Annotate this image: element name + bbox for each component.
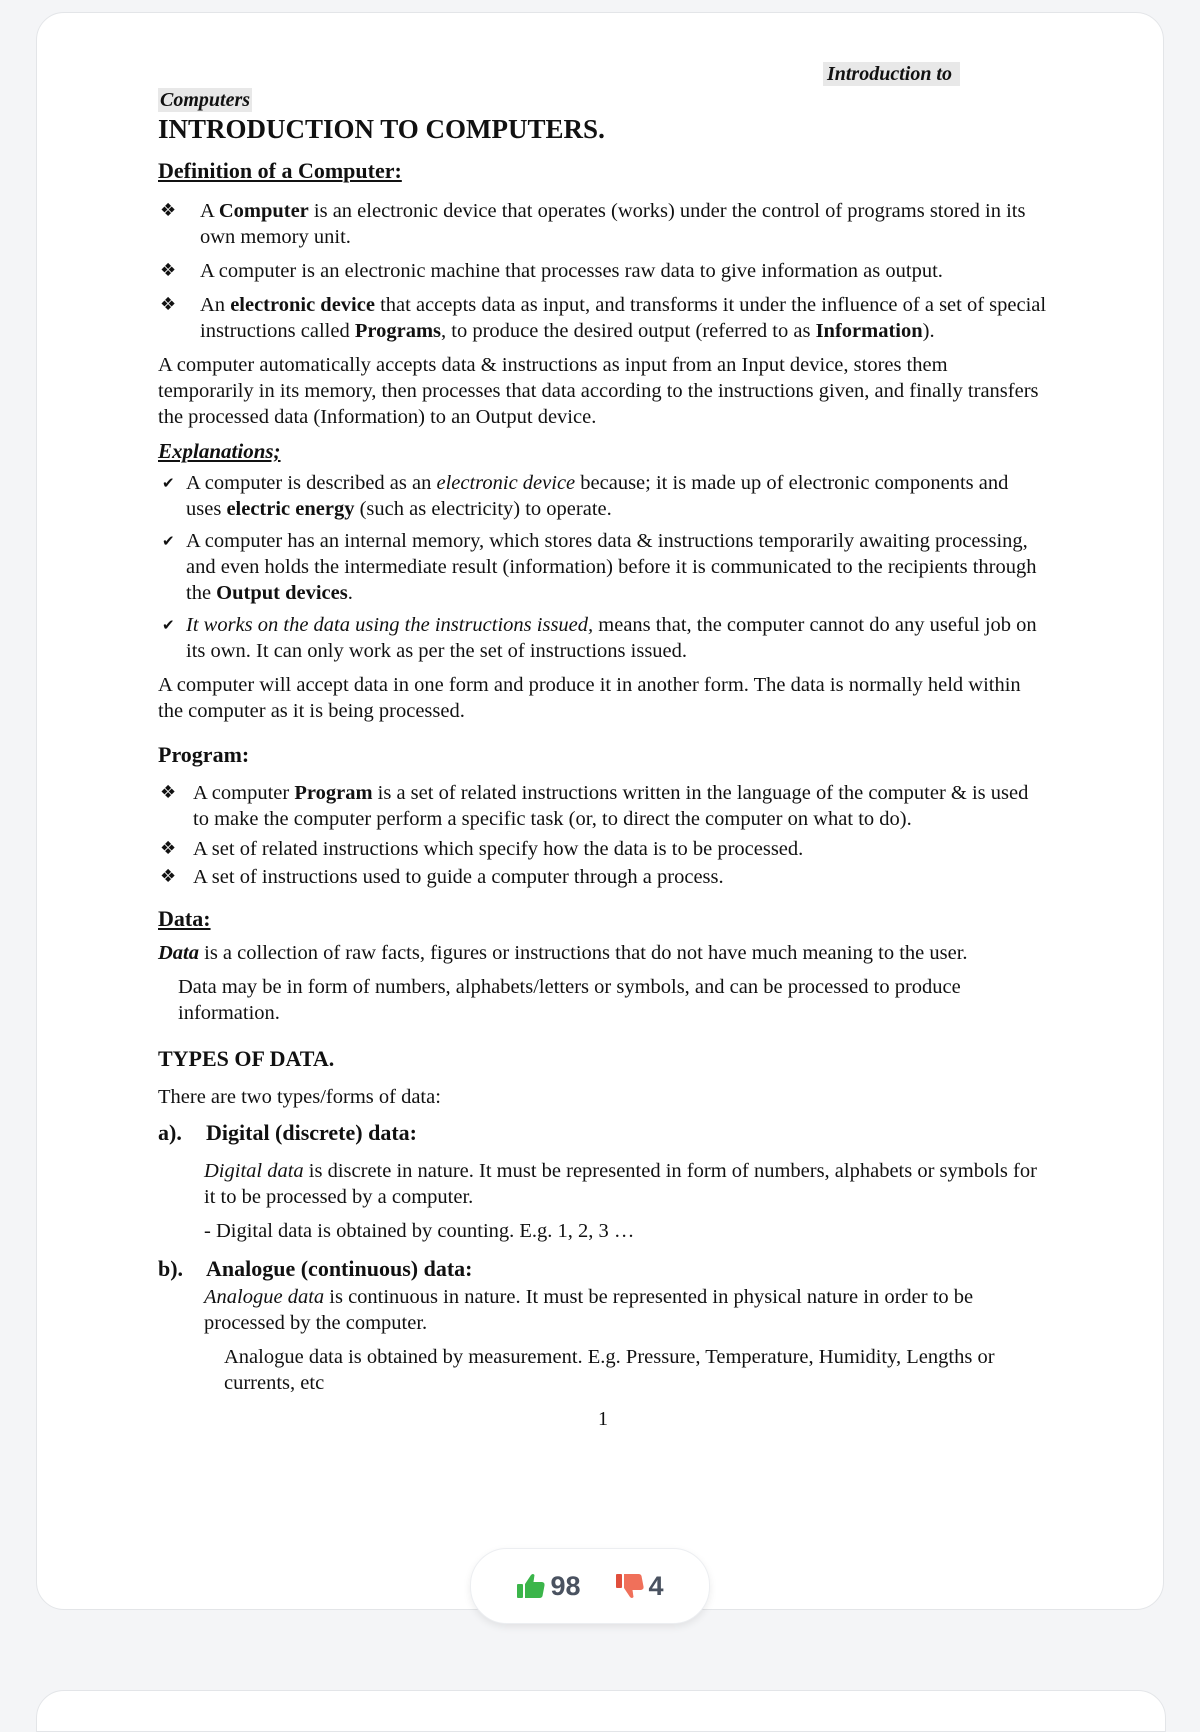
definition-paragraph: A computer automatically accepts data & instructions as input from an Input device, stores them temporarily in its memory, then processes that data according to the instructions given, and finally transfers the processed data (Information) to an Output device. (158, 354, 1039, 428)
definition-list (158, 198, 1048, 344)
explanations-list (158, 470, 1048, 664)
diamond-bullet-icon: ❖ (160, 294, 177, 315)
program-list (158, 780, 1048, 890)
explanations-paragraph: A computer will accept data in one form and produce it in another form. The data is normally held within the computer as it is being processed. (158, 674, 1021, 722)
list-item: ✔ A computer is described as an electronic device because; it is made up of electronic components and uses electric energy (such as electricity) to operate. (162, 472, 1009, 520)
diamond-bullet-icon: ❖ (160, 200, 177, 221)
list-item: ❖ A computer is an electronic machine that processes raw data to give information as output. (160, 260, 943, 282)
list-item: ❖ An electronic device that accepts data as input, and transforms it under the influence of a set of special instructions called Programs, to produce the desired output (referred to as Information). (160, 294, 1047, 342)
thumbs-down-icon (615, 1572, 645, 1600)
types-heading: TYPES OF DATA. (158, 1046, 335, 1071)
check-bullet-icon: ✔ (162, 532, 175, 550)
definition-heading: Definition of a Computer: (158, 158, 402, 183)
list-item: ✔ It works on the data using the instructions issued, means that, the computer cannot do any useful job on its own. It can only work as per the set of instructions issued. (162, 614, 1037, 662)
explanations-heading: Explanations; (158, 439, 281, 463)
data-paragraph: Data may be in form of numbers, alphabets/letters or symbols, and can be processed to produce information. (178, 976, 961, 1024)
analogue-data-paragraph: Analogue data is continuous in nature. It must be represented in physical nature in order to be processed by the computer. (204, 1286, 974, 1334)
diamond-bullet-icon: ❖ (160, 866, 177, 887)
check-bullet-icon: ✔ (162, 616, 175, 634)
analogue-data-heading: b). Analogue (continuous) data: (158, 1256, 473, 1281)
vote-bar (470, 1548, 710, 1624)
digital-data-note: - Digital data is obtained by counting. E.g. 1, 2, 3 … (204, 1220, 635, 1242)
running-header-line-1: Introduction to (823, 62, 960, 86)
running-header (158, 60, 1048, 112)
thumbs-up-icon (516, 1572, 546, 1600)
analogue-data-note: Analogue data is obtained by measurement. E.g. Pressure, Temperature, Humidity, Lengths or currents, etc (224, 1346, 995, 1394)
diamond-bullet-icon: ❖ (160, 260, 177, 281)
page-number: 1 (598, 1408, 608, 1430)
running-header-line-2: Computers (160, 89, 251, 111)
digital-data-paragraph: Digital data is discrete in nature. It must be represented in form of numbers, alphabets or symbols for it to be processed by a computer. (204, 1160, 1037, 1208)
list-item: ❖ A set of instructions used to guide a computer through a process. (160, 866, 724, 888)
list-item: ❖ A set of related instructions which specify how the data is to be processed. (160, 838, 804, 860)
upvote-button[interactable] (516, 1571, 580, 1602)
diamond-bullet-icon: ❖ (160, 782, 177, 803)
list-item: ❖ A Computer is an electronic device that operates (works) under the control of programs stored in its own memory unit. (160, 200, 1026, 248)
program-heading: Program: (158, 742, 250, 767)
digital-data-heading: a). Digital (discrete) data: (158, 1120, 417, 1145)
data-heading: Data: (158, 906, 211, 931)
document-content (158, 60, 1048, 1432)
document-title: INTRODUCTION TO COMPUTERS. (158, 114, 605, 144)
upvote-count: 98 (550, 1570, 581, 1601)
data-definition: Data is a collection of raw facts, figures or instructions that do not have much meaning to the user. (158, 942, 968, 964)
downvote-count: 4 (648, 1570, 664, 1601)
list-item: ❖ A computer Program is a set of related instructions written in the language of the computer & is used to make the computer perform a specific task (or, to direct the computer on what to do). (160, 782, 1029, 830)
next-page-card (36, 1690, 1166, 1732)
types-intro: There are two types/forms of data: (158, 1086, 441, 1108)
list-item: ✔ A computer has an internal memory, which stores data & instructions temporarily awaiting processing, and even holds the intermediate result (information) before it is communicated to the recipients through the Output devices. (162, 530, 1037, 604)
diamond-bullet-icon: ❖ (160, 838, 177, 859)
check-bullet-icon: ✔ (162, 474, 175, 492)
downvote-button[interactable] (615, 1571, 664, 1602)
